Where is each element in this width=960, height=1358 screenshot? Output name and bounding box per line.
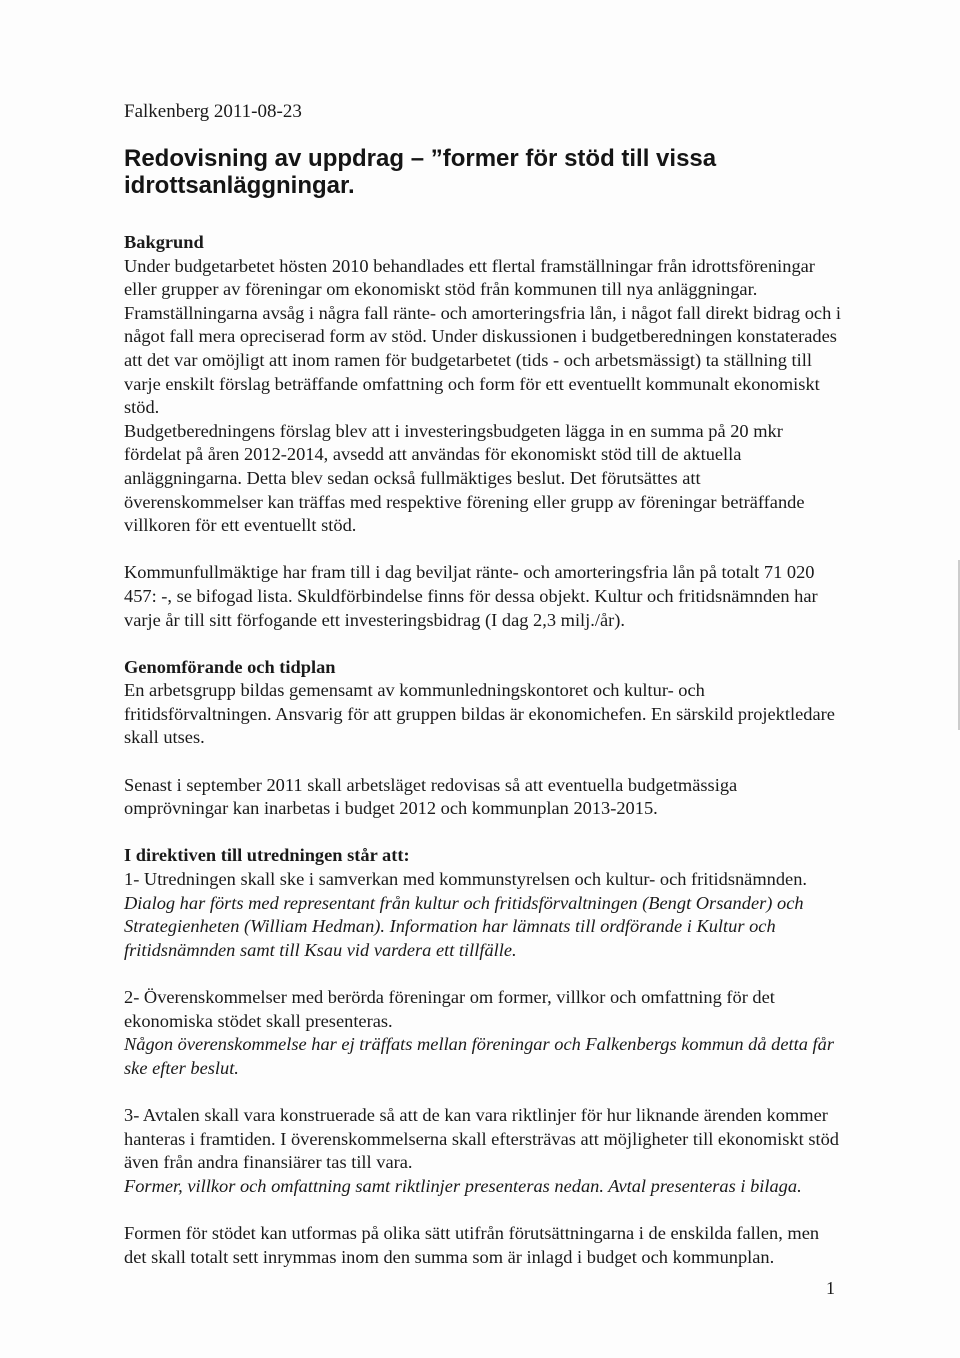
directive-item-2: 2- Överenskommelser med berörda föreningar om former, villkor och omfattning för det ekonomiska stödet skall presenteras. — [124, 987, 775, 1031]
background-paragraph-3: Kommunfullmäktige har fram till i dag beviljat ränte- och amorteringsfria lån på totalt 71 020 457: -, se bifogad lista. Skuldförbindelse finns för dessa objekt. Kultur och fritidsnämnden har varje år till sitt förfogande ett investeringsbidrag (I dag 2,3 milj./år). — [124, 562, 818, 630]
implementation-paragraph-2: Senast i september 2011 skall arbetsläget redovisas så att eventuella budgetmässiga omprövningar kan inarbetas i budget 2012 och kommunplan 2013-2015. — [124, 774, 738, 819]
document-body — [124, 231, 844, 1269]
directive-note-3: Former, villkor och omfattning samt riktlinjer presenteras nedan. Avtal presenteras i bilaga. — [124, 1175, 802, 1196]
directive-item-1: 1- Utredningen skall ske i samverkan med kommunstyrelsen och kultur- och fritidsnämnden. — [124, 869, 807, 890]
background-paragraph-2: Budgetberedningens förslag blev att i investeringsbudgeten lägga in en summa på 20 mkr fördelat på åren 2012-2014, avsedd att användas för ekonomiskt stöd till de aktuella anläggningarna. Detta blev sedan också fullmäktiges beslut. Det förutsättes att överenskommelser kan träffas med respektive förening eller grupp av föreningar beträffande villkoren för ett eventuellt stöd. — [124, 420, 805, 536]
background-paragraph-1: Under budgetarbetet hösten 2010 behandlades ett flertal framställningar från idrottsföreningar eller grupper av föreningar om ekonomiskt stöd från kommunen till nya anläggningar. Framställningarna avsåg i några fall ränte- och amorteringsfria lån, i något fall direkt bidrag och i något fall mera opreciserad form av stöd. Under diskussionen i budgetberedningen konstaterades att det var omöjligt att inom ramen för budgetarbetet (tids - och arbetsmässigt) ta ställning till varje enskilt förslag beträffande omfattning och form för ett eventuellt kommunalt ekonomiskt stöd. — [124, 255, 841, 418]
background-heading: Bakgrund — [124, 232, 204, 252]
directive-heading: I direktiven till utredningen står att: — [124, 845, 410, 866]
directive-note-2: Någon överenskommelse har ej träffats mellan föreningar och Falkenbergs kommun då detta får ske efter beslut. — [124, 1034, 834, 1078]
implementation-heading: Genomförande och tidplan — [124, 656, 336, 677]
document-title: Redovisning av uppdrag – ”former för stöd till vissa idrottsanläggningar. — [124, 145, 717, 199]
page-number: 1 — [826, 1278, 835, 1298]
closing-paragraph: Formen för stödet kan utformas på olika sätt utifrån förutsättningarna i de enskilda fallen, men det skall totalt sett inrymmas inom den summa som är inlagd i budget och kommunplan. — [124, 1222, 820, 1267]
directive-item-3: 3- Avtalen skall vara konstruerade så att de kan vara riktlinjer för hur liknande ärenden kommer hanteras i framtiden. I överenskommelserna skall eftersträvas att möjligheter till ekonomiskt stöd även från andra finansiärer tas till vara. — [124, 1104, 839, 1173]
implementation-paragraph-1: En arbetsgrupp bildas gemensamt av kommunledningskontoret och kultur- och fritidsförvaltningen. Ansvarig för att gruppen bildas är ekonomichefen. En särskild projektledare skall utses. — [124, 680, 835, 748]
directive-note-1: Dialog har förts med representant från kultur och fritidsförvaltningen (Bengt Orsander) och Strategienheten (William Hedman). Information har lämnats till ordförande i Kultur och fritidsnämnden samt till Ksau vid vardera ett tillfälle. — [124, 892, 804, 960]
document-date: Falkenberg 2011-08-23 — [124, 101, 302, 122]
